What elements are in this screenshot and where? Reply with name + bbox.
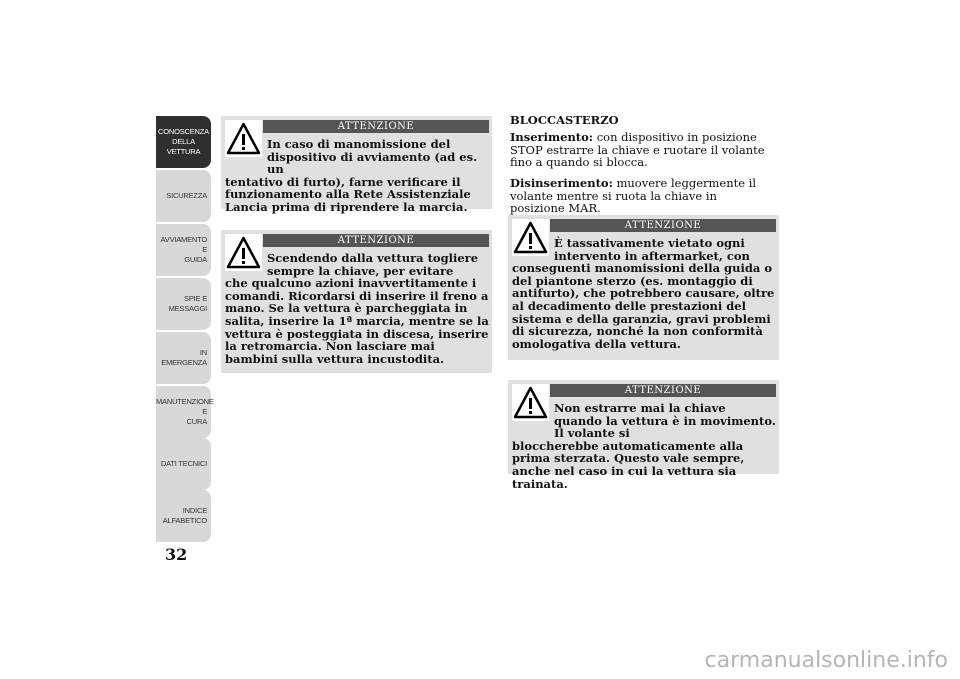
tab-label: CONOSCENZA DELLA VETTURA	[158, 127, 209, 156]
tab-sicurezza[interactable]	[156, 170, 211, 222]
warning-text-rest: tentativo di furto), farne verificare il funzionamento alla Rete Assistenziale Lancia prima di riprendere la marcia.	[225, 174, 471, 214]
warning-box-tampering	[221, 116, 492, 214]
warning-box-key-removal	[508, 380, 779, 491]
tab-conoscenza[interactable]	[156, 116, 211, 168]
tab-label: INDICE ALFABETICO	[162, 506, 207, 525]
tab-spie[interactable]	[156, 278, 211, 330]
tab-label: SPIE E MESSAGGI	[168, 294, 207, 313]
tab-label: MANUTENZIONE E CURA	[156, 397, 214, 426]
remove-label: Disinserimento:	[510, 176, 613, 190]
remove-text: muovere leggermente il volante mentre si ruota la chiave in posizione MAR.	[510, 176, 757, 216]
watermark: carmanualsonline.info	[704, 648, 948, 673]
page-number: 32	[165, 545, 188, 564]
warning-text	[512, 402, 776, 490]
warning-text-rest: bloccherebbe automaticamente alla prima sterzata. Questo vale sempre, anche nel caso in cui la vettura sia trainata.	[512, 438, 745, 491]
insert-text: con dispositivo in posizione STOP estrarre la chiave e ruotare il volante fino a quando si blocca.	[510, 130, 765, 170]
warning-title: ATTENZIONE	[550, 219, 776, 232]
tab-avviamento[interactable]	[156, 224, 211, 276]
tab-emergenza[interactable]	[156, 332, 211, 384]
tab-manutenzione[interactable]	[156, 386, 214, 438]
warning-title: ATTENZIONE	[263, 234, 489, 247]
warning-text-first: È tassativamente vietato ogni intervento in aftermarket, con	[554, 236, 750, 263]
tab-label: AVVIAMENTO E GUIDA	[160, 235, 207, 264]
warning-title: ATTENZIONE	[263, 120, 489, 133]
warning-text	[512, 237, 776, 350]
tab-label: DATI TECNICI	[160, 459, 207, 468]
warning-text-first: In caso di manomissione del dispositivo di avviamento (ad es. un	[267, 137, 478, 177]
insert-label: Inserimento:	[510, 130, 594, 144]
section-heading: BLOCCASTERZO	[510, 113, 619, 127]
remove-paragraph	[510, 177, 775, 215]
tab-label: IN EMERGENZA	[161, 348, 207, 367]
tab-label: SICUREZZA	[166, 191, 207, 200]
tab-indice[interactable]	[156, 490, 211, 542]
warning-box-aftermarket	[508, 215, 779, 360]
warning-text	[225, 138, 489, 214]
warning-title: ATTENZIONE	[550, 384, 776, 397]
warning-text-rest: che qualcuno azioni inavvertitamente i comandi. Ricordarsi di inserire il freno a mano. Se la vettura è parcheggiata in salita, inserire la 1ª marcia, mentre se la vettura è posteggiata in discesa, inserire la retromarcia. Non lasciare mai bambini sulla vettura incustodita.	[225, 276, 489, 366]
warning-text-first: Scendendo dalla vettura togliere sempre la chiave, per evitare	[267, 251, 479, 278]
warning-text-rest: conseguenti manomissioni della guida o del piantone sterzo (es. montaggio di antifurto), che potrebbero causare, oltre al decadimento delle prestazioni del sistema e della garanzia, gravi problemi di sicurezza, nonché la non conformità omologativa della vettura.	[512, 261, 775, 351]
warning-text	[225, 252, 489, 365]
warning-text-first: Non estrarre mai la chiave quando la vettura è in movimento. Il volante si	[554, 401, 776, 441]
insert-paragraph	[510, 131, 775, 169]
warning-box-leaving-vehicle	[221, 230, 492, 373]
tab-dati-tecnici[interactable]	[156, 438, 211, 490]
